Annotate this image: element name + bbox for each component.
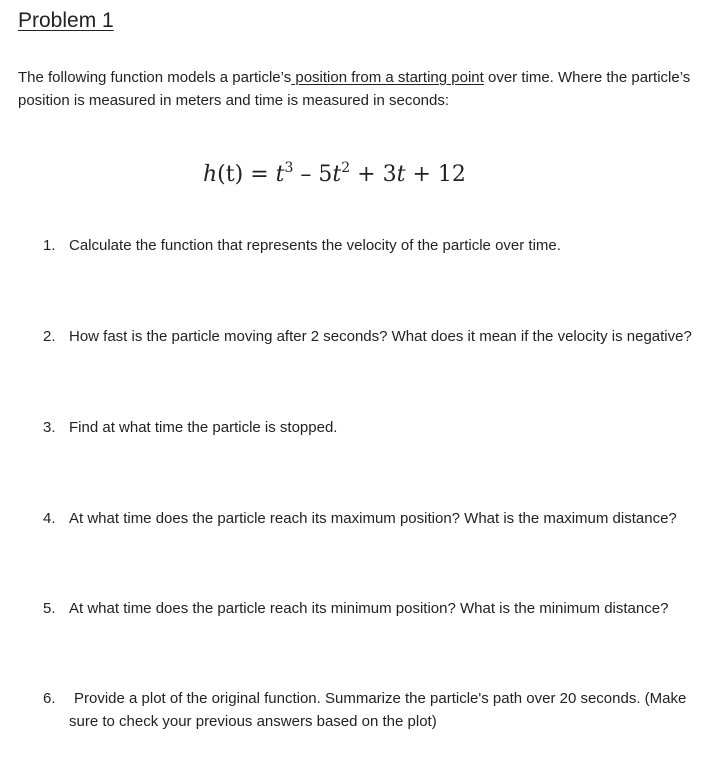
formula-constant: 12 [437,162,466,187]
formula-t2-coef: 5 [318,162,333,187]
question-1 [43,234,693,257]
page-title: Problem 1 [18,9,114,32]
question-text: At what time does the particle reach its maximum position? What is the maximum distance? [69,510,677,527]
question-text: Find at what time the particle is stopped. [69,419,338,436]
question-text: At what time does the particle reach its minimum position? What is the minimum distance? [69,600,669,617]
formula-t1: t [275,162,285,187]
formula-plus-1: + [357,162,376,187]
position-function-formula [203,160,466,190]
question-number: 2. [43,328,56,345]
formula-t3-coef: 3 [382,162,397,187]
question-text: Calculate the function that represents the velocity of the particle over time. [69,237,561,254]
question-number: 5. [43,600,56,617]
intro-text-start: The following function models a particle’s [18,69,292,86]
question-number: 3. [43,419,56,436]
intro-underlined-phrase: position from a starting point [291,69,484,86]
question-3 [43,416,693,439]
question-6 [43,687,693,733]
formula-minus: – [300,162,312,187]
formula-t2-exp: 2 [341,160,351,176]
formula-arg: (t) [217,162,244,187]
formula-t2-var: t [332,162,342,187]
formula-fn: h [203,162,218,187]
intro-paragraph [18,66,708,112]
question-text: How fast is the particle moving after 2 seconds? What does it mean if the velocity is negative? [69,328,692,345]
question-text: Provide a plot of the original function. Summarize the particle's path over 20 seconds. (Make sure to check your previous answers based on the plot) [69,690,687,730]
question-number: 4. [43,510,56,527]
question-number: 6. [43,690,56,707]
formula-t1-exp: 3 [284,160,294,176]
question-2 [43,325,693,348]
formula-t3-var: t [396,162,406,187]
question-number: 1. [43,237,56,254]
question-5 [43,597,693,620]
question-4 [43,507,693,530]
formula-plus-2: + [412,162,431,187]
intro-text-end: over time. Where the particle’s position is measured in meters and time is measured in seconds: [18,69,691,109]
formula-equals: = [250,162,269,187]
